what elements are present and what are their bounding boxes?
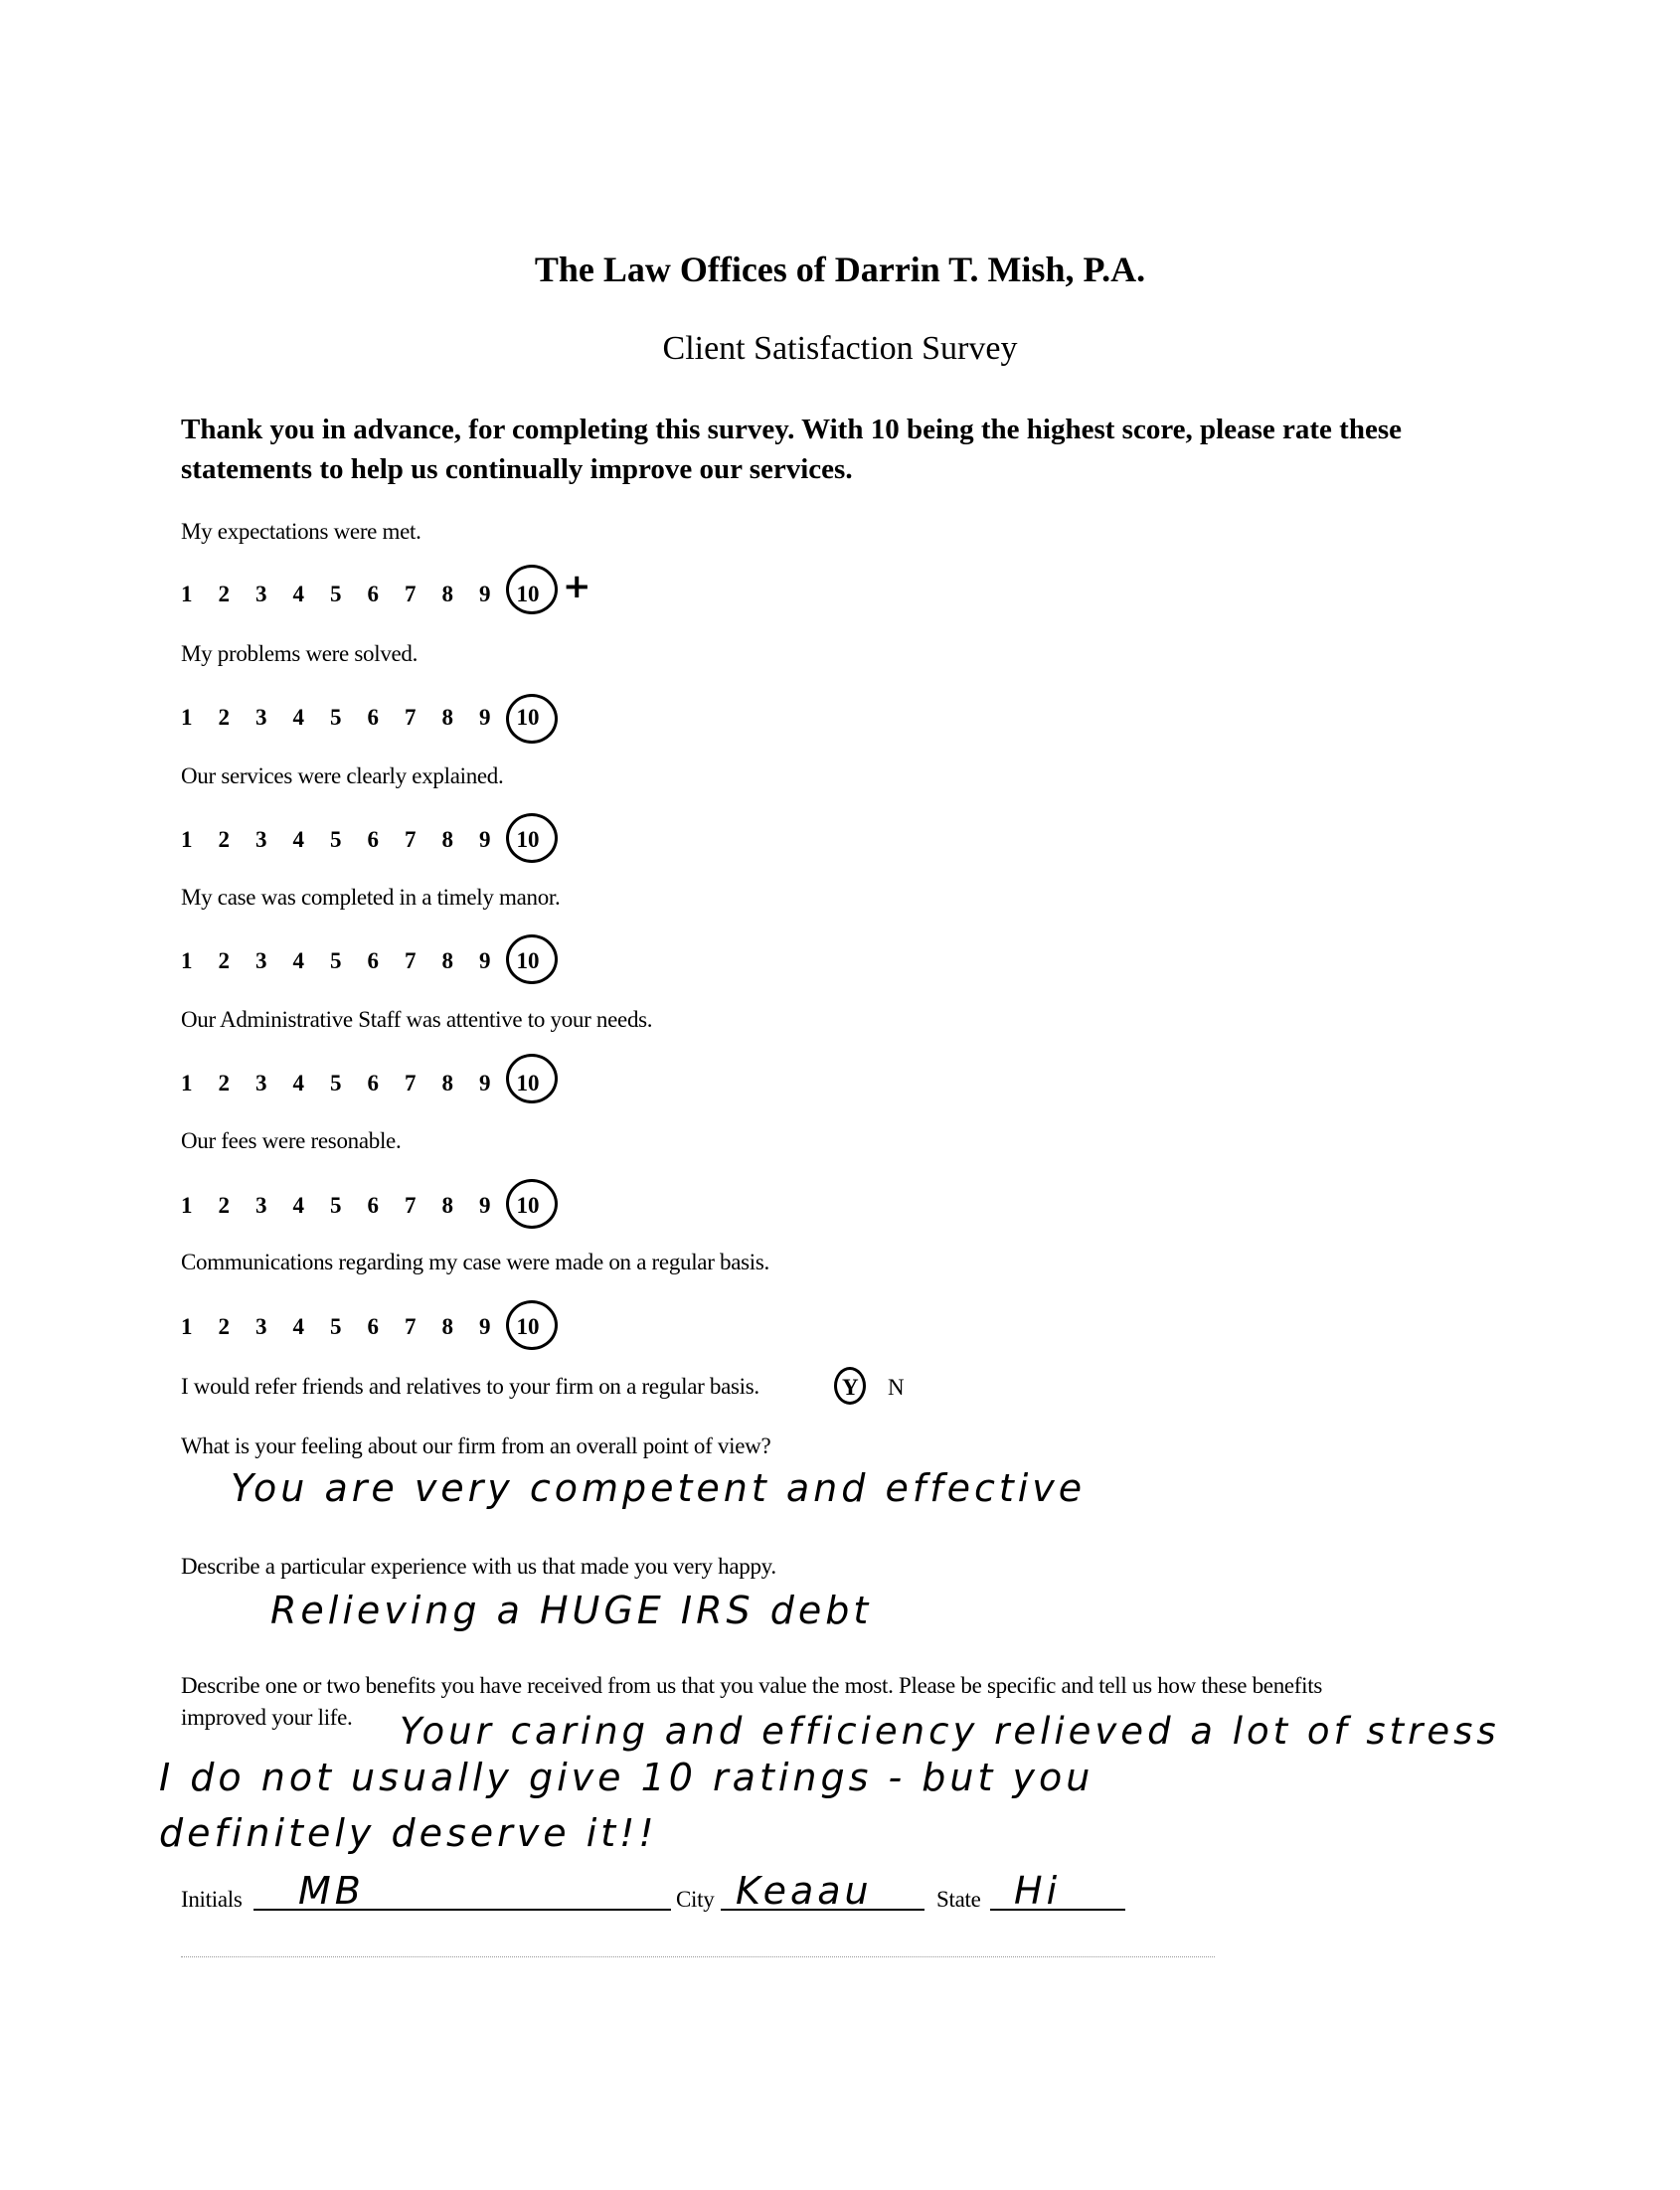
rating-option[interactable]: 9 bbox=[479, 582, 491, 606]
rating-option[interactable]: 1 bbox=[181, 705, 193, 730]
rating-scale-3 bbox=[181, 827, 554, 853]
question-6: Our fees were resonable. bbox=[181, 1128, 402, 1153]
state-label: State bbox=[936, 1887, 981, 1912]
rating-option[interactable]: 6 bbox=[367, 582, 379, 606]
rating-option[interactable]: 10 bbox=[516, 582, 540, 606]
question-4: My case was completed in a timely manor. bbox=[181, 885, 561, 910]
refer-yes-option[interactable]: Y bbox=[842, 1375, 859, 1400]
rating-option[interactable]: 6 bbox=[367, 705, 379, 730]
benefits-answer-line-3[interactable]: definitely deserve it!! bbox=[159, 1811, 658, 1855]
question-7: Communications regarding my case were made on a regular basis. bbox=[181, 1250, 769, 1274]
rating-option[interactable]: 4 bbox=[292, 705, 304, 730]
rating-option[interactable]: 4 bbox=[292, 948, 304, 973]
rating-option[interactable]: 1 bbox=[181, 582, 193, 606]
selected-rating-circle bbox=[506, 1179, 558, 1229]
initials-label: Initials bbox=[181, 1887, 243, 1912]
rating-option[interactable]: 3 bbox=[255, 582, 267, 606]
refer-no-option[interactable]: N bbox=[888, 1375, 905, 1400]
feeling-question: What is your feeling about our firm from an overall point of view? bbox=[181, 1433, 771, 1458]
rating-option[interactable]: 2 bbox=[218, 1193, 230, 1218]
intro-line-2: statements to help us continually improve our services. bbox=[181, 453, 853, 485]
intro-line-1: Thank you in advance, for completing this survey. With 10 being the highest score, please rate these bbox=[181, 414, 1402, 445]
rating-option[interactable]: 10 bbox=[516, 705, 540, 730]
rating-option[interactable]: 8 bbox=[441, 1193, 453, 1218]
selected-rating-circle bbox=[506, 565, 558, 614]
rating-option[interactable]: 4 bbox=[292, 827, 304, 852]
question-2: My problems were solved. bbox=[181, 641, 419, 666]
cut-off-text-line bbox=[181, 1954, 1215, 1957]
rating-option[interactable]: 7 bbox=[405, 1193, 417, 1218]
rating-option[interactable]: 10 bbox=[516, 948, 540, 973]
rating-option[interactable]: 4 bbox=[292, 1071, 304, 1095]
rating-option[interactable]: 7 bbox=[405, 705, 417, 730]
rating-scale-2 bbox=[181, 705, 554, 731]
selected-rating-circle bbox=[506, 1300, 558, 1350]
rating-option[interactable]: 5 bbox=[330, 1193, 342, 1218]
feeling-answer[interactable]: You are very competent and effective bbox=[231, 1466, 1087, 1510]
rating-option[interactable]: 2 bbox=[218, 705, 230, 730]
experience-answer[interactable]: Relieving a HUGE IRS debt bbox=[270, 1589, 873, 1632]
rating-option[interactable]: 6 bbox=[367, 1193, 379, 1218]
plus-mark: + bbox=[563, 567, 591, 606]
rating-option[interactable]: 10 bbox=[516, 827, 540, 852]
rating-option[interactable]: 2 bbox=[218, 1314, 230, 1339]
rating-option[interactable]: 3 bbox=[255, 948, 267, 973]
rating-scale-1 bbox=[181, 582, 554, 607]
rating-option[interactable]: 10 bbox=[516, 1071, 540, 1095]
rating-option[interactable]: 7 bbox=[405, 1314, 417, 1339]
rating-option[interactable]: 8 bbox=[441, 1071, 453, 1095]
selected-rating-circle bbox=[506, 694, 558, 744]
selected-rating-circle bbox=[506, 813, 558, 863]
rating-option[interactable]: 2 bbox=[218, 827, 230, 852]
rating-option[interactable]: 5 bbox=[330, 705, 342, 730]
rating-option[interactable]: 4 bbox=[292, 1314, 304, 1339]
rating-option[interactable]: 1 bbox=[181, 1314, 193, 1339]
rating-option[interactable]: 1 bbox=[181, 1071, 193, 1095]
rating-scale-4 bbox=[181, 948, 554, 974]
rating-option[interactable]: 8 bbox=[441, 705, 453, 730]
question-3: Our services were clearly explained. bbox=[181, 763, 504, 788]
selected-rating-circle bbox=[506, 1054, 558, 1103]
rating-option[interactable]: 6 bbox=[367, 1071, 379, 1095]
rating-option[interactable]: 3 bbox=[255, 1314, 267, 1339]
rating-option[interactable]: 9 bbox=[479, 1193, 491, 1218]
rating-option[interactable]: 1 bbox=[181, 1193, 193, 1218]
rating-option[interactable]: 9 bbox=[479, 705, 491, 730]
rating-option[interactable]: 8 bbox=[441, 827, 453, 852]
rating-option[interactable]: 5 bbox=[330, 1314, 342, 1339]
rating-option[interactable]: 4 bbox=[292, 1193, 304, 1218]
rating-option[interactable]: 10 bbox=[516, 1193, 540, 1218]
selected-rating-circle bbox=[506, 934, 558, 984]
rating-option[interactable]: 3 bbox=[255, 1193, 267, 1218]
rating-option[interactable]: 9 bbox=[479, 1314, 491, 1339]
benefits-question-line-2: improved your life. bbox=[181, 1705, 353, 1730]
question-1: My expectations were met. bbox=[181, 519, 421, 544]
rating-option[interactable]: 6 bbox=[367, 1314, 379, 1339]
city-value[interactable]: Keaau bbox=[736, 1869, 873, 1913]
rating-option[interactable]: 9 bbox=[479, 948, 491, 973]
rating-option[interactable]: 7 bbox=[405, 582, 417, 606]
refer-question: I would refer friends and relatives to your firm on a regular basis. bbox=[181, 1374, 759, 1399]
rating-option[interactable]: 9 bbox=[479, 1071, 491, 1095]
rating-option[interactable]: 7 bbox=[405, 827, 417, 852]
rating-option[interactable]: 6 bbox=[367, 827, 379, 852]
rating-option[interactable]: 1 bbox=[181, 827, 193, 852]
rating-option[interactable]: 5 bbox=[330, 1071, 342, 1095]
rating-option[interactable]: 10 bbox=[516, 1314, 540, 1339]
rating-option[interactable]: 1 bbox=[181, 948, 193, 973]
rating-option[interactable]: 7 bbox=[405, 948, 417, 973]
intro-text bbox=[181, 410, 1402, 489]
rating-option[interactable]: 5 bbox=[330, 948, 342, 973]
rating-option[interactable]: 2 bbox=[218, 582, 230, 606]
benefits-answer-line-1[interactable]: Your caring and efficiency relieved a lot of stress bbox=[400, 1710, 1500, 1753]
rating-option[interactable]: 7 bbox=[405, 1071, 417, 1095]
rating-option[interactable]: 3 bbox=[255, 1071, 267, 1095]
rating-option[interactable]: 3 bbox=[255, 827, 267, 852]
rating-option[interactable]: 4 bbox=[292, 582, 304, 606]
page-title: The Law Offices of Darrin T. Mish, P.A. bbox=[534, 250, 1146, 289]
rating-scale-7 bbox=[181, 1314, 554, 1340]
rating-option[interactable]: 2 bbox=[218, 948, 230, 973]
initials-value[interactable]: MB bbox=[298, 1869, 365, 1913]
rating-option[interactable]: 6 bbox=[367, 948, 379, 973]
rating-option[interactable]: 8 bbox=[441, 582, 453, 606]
rating-option[interactable]: 5 bbox=[330, 827, 342, 852]
rating-option[interactable]: 9 bbox=[479, 827, 491, 852]
city-label: City bbox=[676, 1887, 715, 1912]
state-value[interactable]: Hi bbox=[1014, 1869, 1062, 1913]
rating-option[interactable]: 2 bbox=[218, 1071, 230, 1095]
rating-option[interactable]: 8 bbox=[441, 1314, 453, 1339]
experience-question: Describe a particular experience with us that made you very happy. bbox=[181, 1554, 776, 1579]
page-subtitle: Client Satisfaction Survey bbox=[662, 330, 1018, 367]
question-5: Our Administrative Staff was attentive to your needs. bbox=[181, 1007, 653, 1032]
rating-option[interactable]: 5 bbox=[330, 582, 342, 606]
selected-yes-circle bbox=[834, 1367, 866, 1405]
rating-option[interactable]: 3 bbox=[255, 705, 267, 730]
rating-option[interactable]: 8 bbox=[441, 948, 453, 973]
benefits-question-line-1: Describe one or two benefits you have received from us that you value the most. Please be specific and tell us how these benefits bbox=[181, 1673, 1322, 1698]
rating-scale-5 bbox=[181, 1071, 554, 1096]
rating-scale-6 bbox=[181, 1193, 554, 1219]
benefits-answer-line-2[interactable]: I do not usually give 10 ratings - but you bbox=[159, 1756, 1094, 1799]
